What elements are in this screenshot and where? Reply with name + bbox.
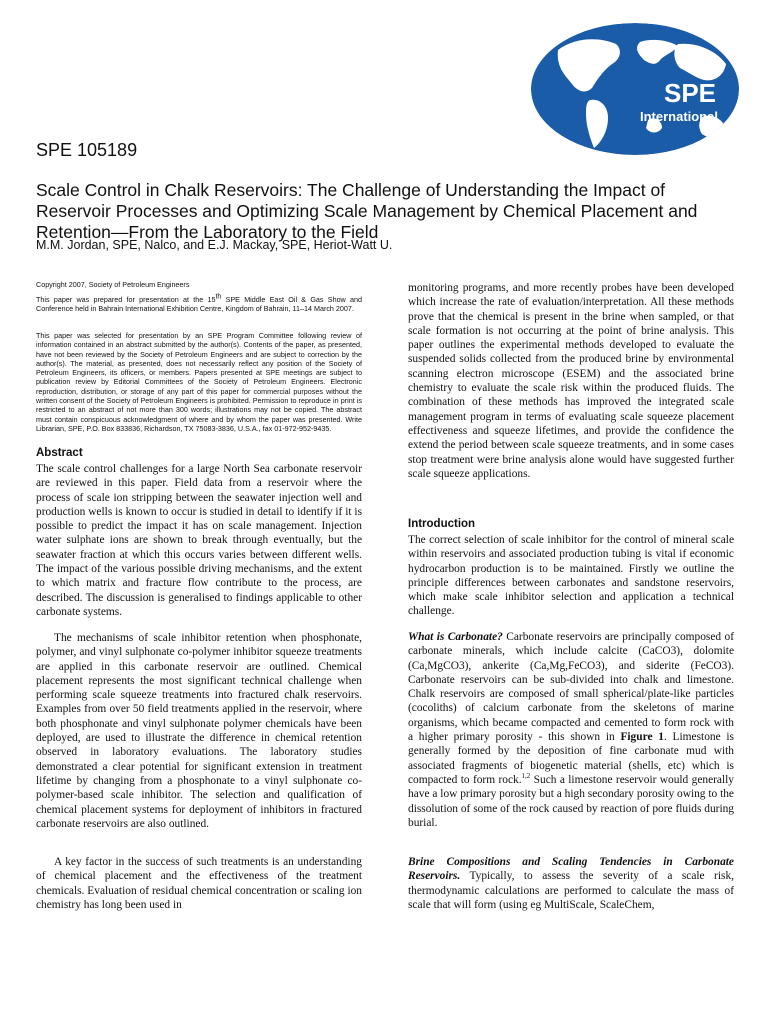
copyright-notice: Copyright 2007, Society of Petroleum Engineers <box>36 280 190 289</box>
figure-1-reference: Figure 1 <box>620 731 664 744</box>
carbonate-runin-heading: What is Carbonate? <box>408 631 503 643</box>
introduction-heading: Introduction <box>408 518 476 530</box>
authors: M.M. Jordan, SPE, Nalco, and E.J. Mackay, SPE, Heriot-Watt U. <box>36 238 393 252</box>
carbonate-text-a: Carbonate reservoirs are principally composed of carbonate minerals, which include calcite (CaCO3), dolomite (Ca,MgCO3), ankerite (Ca,Mg,FeCO3), and siderite (FeCO3). Carbonate reservoirs can be sub-divided into chalk and limestone. Chalk reservoirs are composed of small spherical/plate-like particles (cocoliths) of calcium carbonate from the skeletons of marine organisms, which became compacted and cemented to form rock with a higher primary porosity - this shown in <box>408 631 734 744</box>
citation-1-2: 1,2 <box>521 772 531 781</box>
presentation-note-post: SPE Middle East Oil & Gas Show and Conference held in Bahrain International Exhibition Centre, Kingdom of Bahrain, 11–14 March 2007. <box>36 295 362 314</box>
carbonate-text-b: . Limestone is generally formed by the deposition of fine carbonate mud with associated fragments of biogenetic material (shells, etc) which is compacted to form rock. <box>408 731 734 786</box>
brine-text: Typically, to assess the severity of a scale risk, thermodynamic calculations are performed to calculate the mass of scale that will form (using eg MultiScale, ScaleChem, <box>408 870 734 911</box>
globe-icon <box>528 20 742 158</box>
abstract-paragraph-3-continued: monitoring programs, and more recently probes have been developed which increase the rate of evaluation/interpretation. All these methods prove that the chemical is present in the brine when sampled, or that scale formation is not occurring at the point of brine analysis. This paper outlines the experimental methods developed to evaluate the suspended solids collected from the produced brine by environmental scanning electron microscope (ESEM) and the associated brine chemistry to evaluate the scale risk within the produced fluids. The combination of these methods has improved the integrated scale management program in terms of evaluating scale squeeze placement effectiveness and squeeze lifetimes, and provide the confidence the extend the period between scale squeeze treatments, and in some cases stop treatment were brine analysis alone would have suggested further scale squeeze applications. <box>408 282 734 480</box>
introduction-paragraph-1: The correct selection of scale inhibitor for the control of mineral scale within reservoirs and associated production tubing is vital if economic hydrocarbon production is to be maintained. Firstly we outline the principle differences between carbonates and sandstone reservoirs, which make scale inhibitor selection and application a technical challenge. <box>408 534 734 618</box>
presentation-note-pre: This paper was prepared for presentation at the 15 <box>36 295 216 304</box>
paper-title: Scale Control in Chalk Reservoirs: The Challenge of Understanding the Impact of Reservoir Processes and Optimizing Scale Management by Chemical Placement and Retention—From the Laboratory to the Field <box>36 180 698 242</box>
logo-name: SPE <box>664 78 717 108</box>
abstract-paragraph-3: A key factor in the success of such treatments is an understanding of chemical placement and the effectiveness of the treatment chemicals. Evaluation of residual chemical concentration or scaling ion chemistry has long been used in <box>36 856 362 911</box>
carbonate-text-c: Such a limestone reservoir would generally have a low primary porosity but a high secondary porosity owing to the dissolution of some of the rock caused by reaction of pore fluids during burial. <box>408 773 734 829</box>
spe-international-logo <box>528 20 742 158</box>
abstract-heading: Abstract <box>36 447 83 459</box>
presentation-note <box>36 295 362 314</box>
presentation-note-sup: th <box>215 293 222 301</box>
logo-subtitle: International <box>640 109 719 124</box>
brine-runin-heading: Brine Compositions and Scaling Tendencies in Carbonate Reservoirs. <box>408 856 734 883</box>
abstract-paragraph-2: The mechanisms of scale inhibitor retention when phosphonate, polymer, and vinyl sulphonate co-polymer inhibitor squeeze treatments are applied in this carbonate reservoir are outlined. Chemical placement represents the most significant technical challenge when performing scale squeeze treatments into fractured chalk reservoirs. Examples from over 50 field treatments applied in the reservoir, where both phosphonate and vinyl sulphonate polymer chemicals have been deployed, are used to illustrate the difference in chemical retention observed in laboratory evaluations. The laboratory studies demonstrated a clear potential for significant extension in treatment lifetime by changing from a phosphonate to a vinyl sulphonate co-polymer-based scale inhibitor. The selection and qualification of chemical placement systems for deployment of inhibitors in fractured carbonate reservoirs are also outlined. <box>36 632 362 830</box>
selection-note: This paper was selected for presentation by an SPE Program Committee following review of information contained in an abstract submitted by the author(s). Contents of the paper, as presented, have not been reviewed by the Society of Petroleum Engineers and are subject to correction by the author(s). The material, as presented, does not necessarily reflect any position of the Society of Petroleum Engineers, its officers, or members. Papers presented at SPE meetings are subject to publication review by Editorial Committees of the Society of Petroleum Engineers. Electronic reproduction, distribution, or storage of any part of this paper for commercial purposes without the written consent of the Society of Petroleum Engineers is prohibited. Permission to reproduce in print is restricted to an abstract of not more than 300 words; illustrations may not be copied. The abstract must contain conspicuous acknowledgment of where and by whom the paper was presented. Write Librarian, SPE, P.O. Box 833836, Richardson, TX 75083-3836, U.S.A., fax 01-972-952-9435. <box>36 331 362 433</box>
brine-paragraph <box>408 855 734 912</box>
abstract-paragraph-1: The scale control challenges for a large North Sea carbonate reservoir are reviewed in this paper. Field data from a reservoir where the process of scale ion stripping between the seawater injection well and production wells is known to occur is studied in detail to identify if it is possible to predict the impact it has on scale management. Injection water sulphate ions are shown to break through eventually, but the seawater fraction at which this occurs varies between different wells. The impact of the various possible driving mechanisms, and the extent to which matrix and fracture flow contribute to the process, are described. The discussion is generalised to findings applicable to other carbonate systems. <box>36 463 362 618</box>
carbonate-paragraph <box>408 630 734 830</box>
paper-number: SPE 105189 <box>36 140 138 160</box>
